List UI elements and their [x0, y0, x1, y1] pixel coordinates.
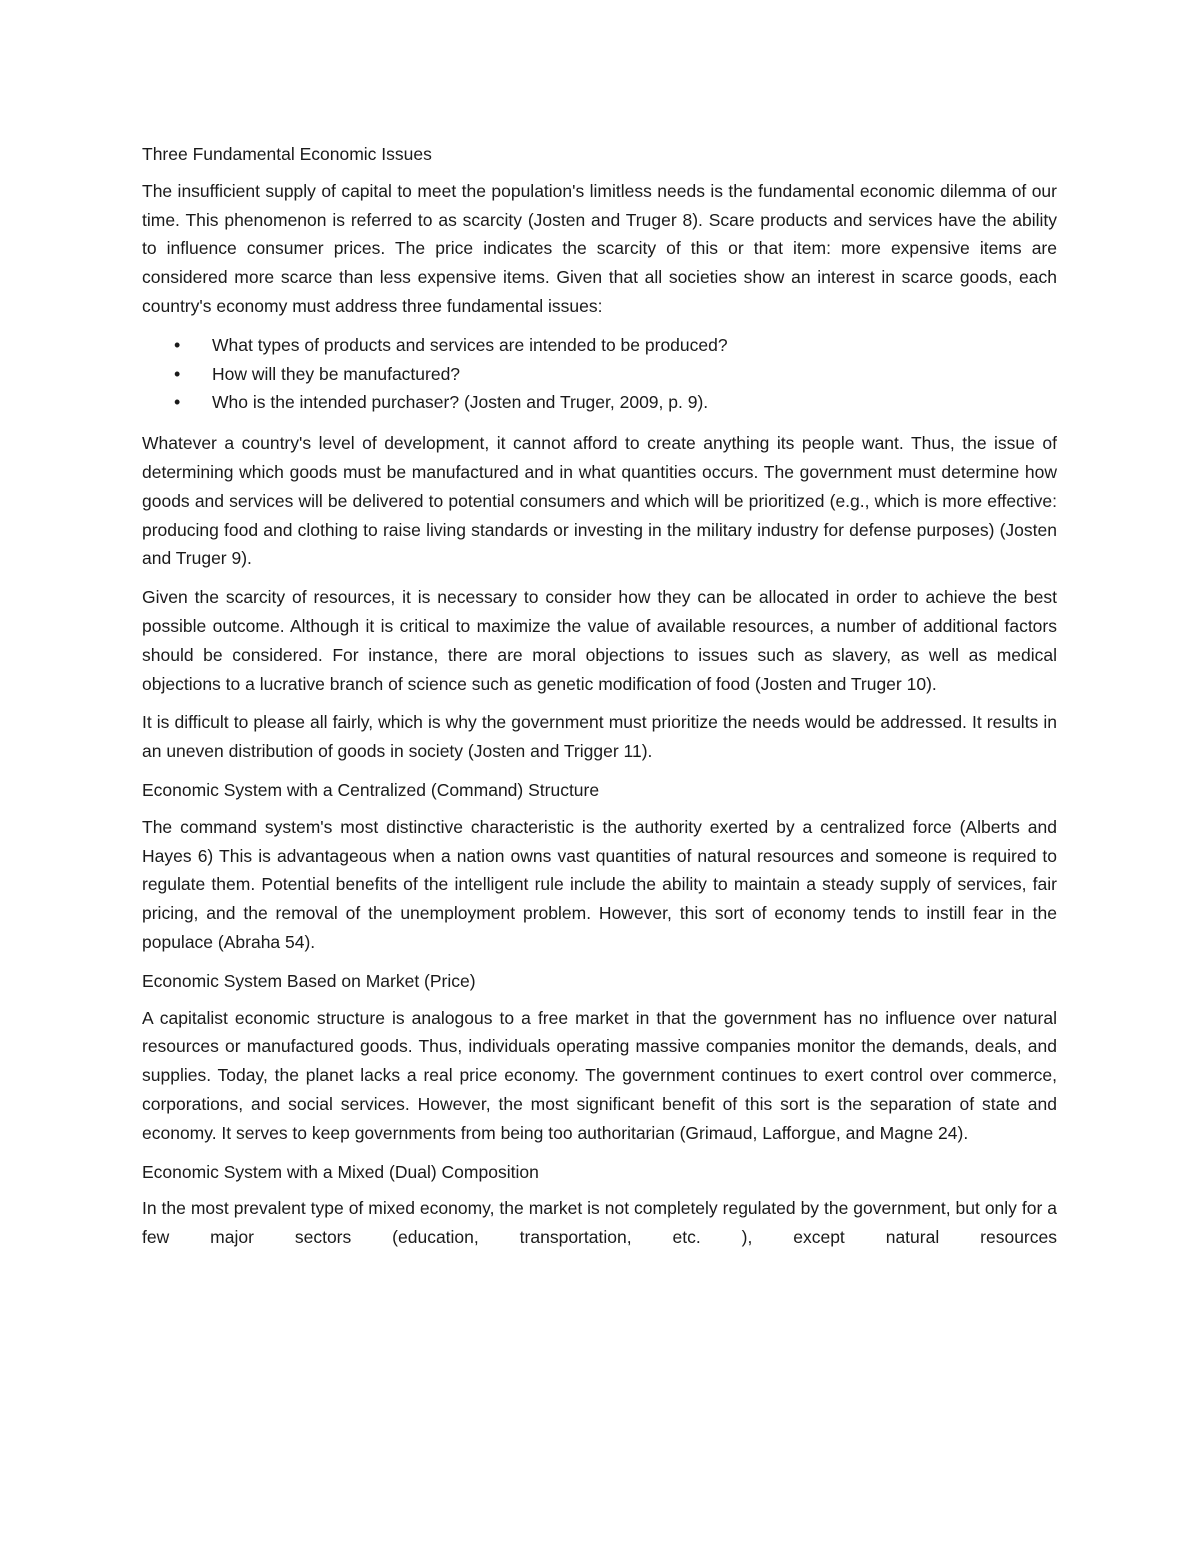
command-system-heading: Economic System with a Centralized (Command) Structure [142, 779, 600, 800]
issues-list [142, 331, 1057, 417]
command-system-paragraph: The command system's most distinctive characteristic is the authority exerted by a centralized force (Alberts and Hayes 6) This is advantageous when a nation owns vast quantities of natural resources and someone is required to regulate them. Potential benefits of the intelligent rule include the ability to maintain a steady supply of services, fair pricing, and the removal of the unemployment problem. However, this sort of economy tends to instill fear in the populace (Abraha 54). [142, 816, 1057, 952]
market-system-paragraph: A capitalist economic structure is analogous to a free market in that the government has no influence over natural resources or manufactured goods. Thus, individuals operating massive companies monitor the demands, deals, and supplies. Today, the planet lacks a real price economy. The government continues to exert control over commerce, corporations, and social services. However, the most significant benefit of this sort is the separation of state and economy. It serves to keep governments from being too authoritarian (Grimaud, Lafforgue, and Magne 24). [142, 1007, 1057, 1143]
list-item-text: Who is the intended purchaser? (Josten and Truger, 2009, p. 9). [212, 392, 709, 413]
mixed-system-heading: Economic System with a Mixed (Dual) Composition [142, 1161, 539, 1182]
document-page [142, 140, 1057, 1262]
mixed-system-paragraph: In the most prevalent type of mixed economy, the market is not completely regulated by the government, but only for a few major sectors (education, transportation, etc. ), except natural resources [142, 1198, 1057, 1248]
market-system-heading: Economic System Based on Market (Price) [142, 970, 476, 991]
list-item [142, 360, 1057, 389]
document-title: Three Fundamental Economic Issues [142, 144, 432, 164]
list-item-text: What types of products and services are intended to be produced? [212, 334, 728, 355]
development-paragraph: Whatever a country's level of development, it cannot afford to create anything its people want. Thus, the issue of determining which goods must be manufactured and in what quantities occurs. The government must determine how goods and services will be delivered to potential consumers and which will be prioritized (e.g., which is more effective: producing food and clothing to raise living standards or investing in the military industry for defense purposes) (Josten and Truger 9). [142, 433, 1057, 569]
list-item [142, 388, 1057, 417]
bullet-icon: • [174, 363, 181, 384]
resources-paragraph: Given the scarcity of resources, it is necessary to consider how they can be allocated in order to achieve the best possible outcome. Although it is critical to maximize the value of available resources, a number of additional factors should be considered. For instance, there are moral objections to issues such as slavery, as well as medical objections to a lucrative branch of science such as genetic modification of food (Josten and Truger 10). [142, 587, 1057, 694]
bullet-icon: • [174, 334, 181, 355]
list-item-text: How will they be manufactured? [212, 363, 461, 384]
intro-paragraph: The insufficient supply of capital to meet the population's limitless needs is the fundamental economic dilemma of our time. This phenomenon is referred to as scarcity (Josten and Truger 8). Scare products and services have the ability to influence consumer prices. The price indicates the scarcity of this or that item: more expensive items are considered more scarce than less expensive items. Given that all societies show an interest in scarce goods, each country's economy must address three fundamental issues: [142, 180, 1057, 316]
bullet-icon: • [174, 392, 181, 413]
list-item [142, 331, 1057, 360]
fairness-paragraph: It is difficult to please all fairly, which is why the government must prioritize the needs would be addressed. It results in an uneven distribution of goods in society (Josten and Trigger 11). [142, 712, 1057, 762]
